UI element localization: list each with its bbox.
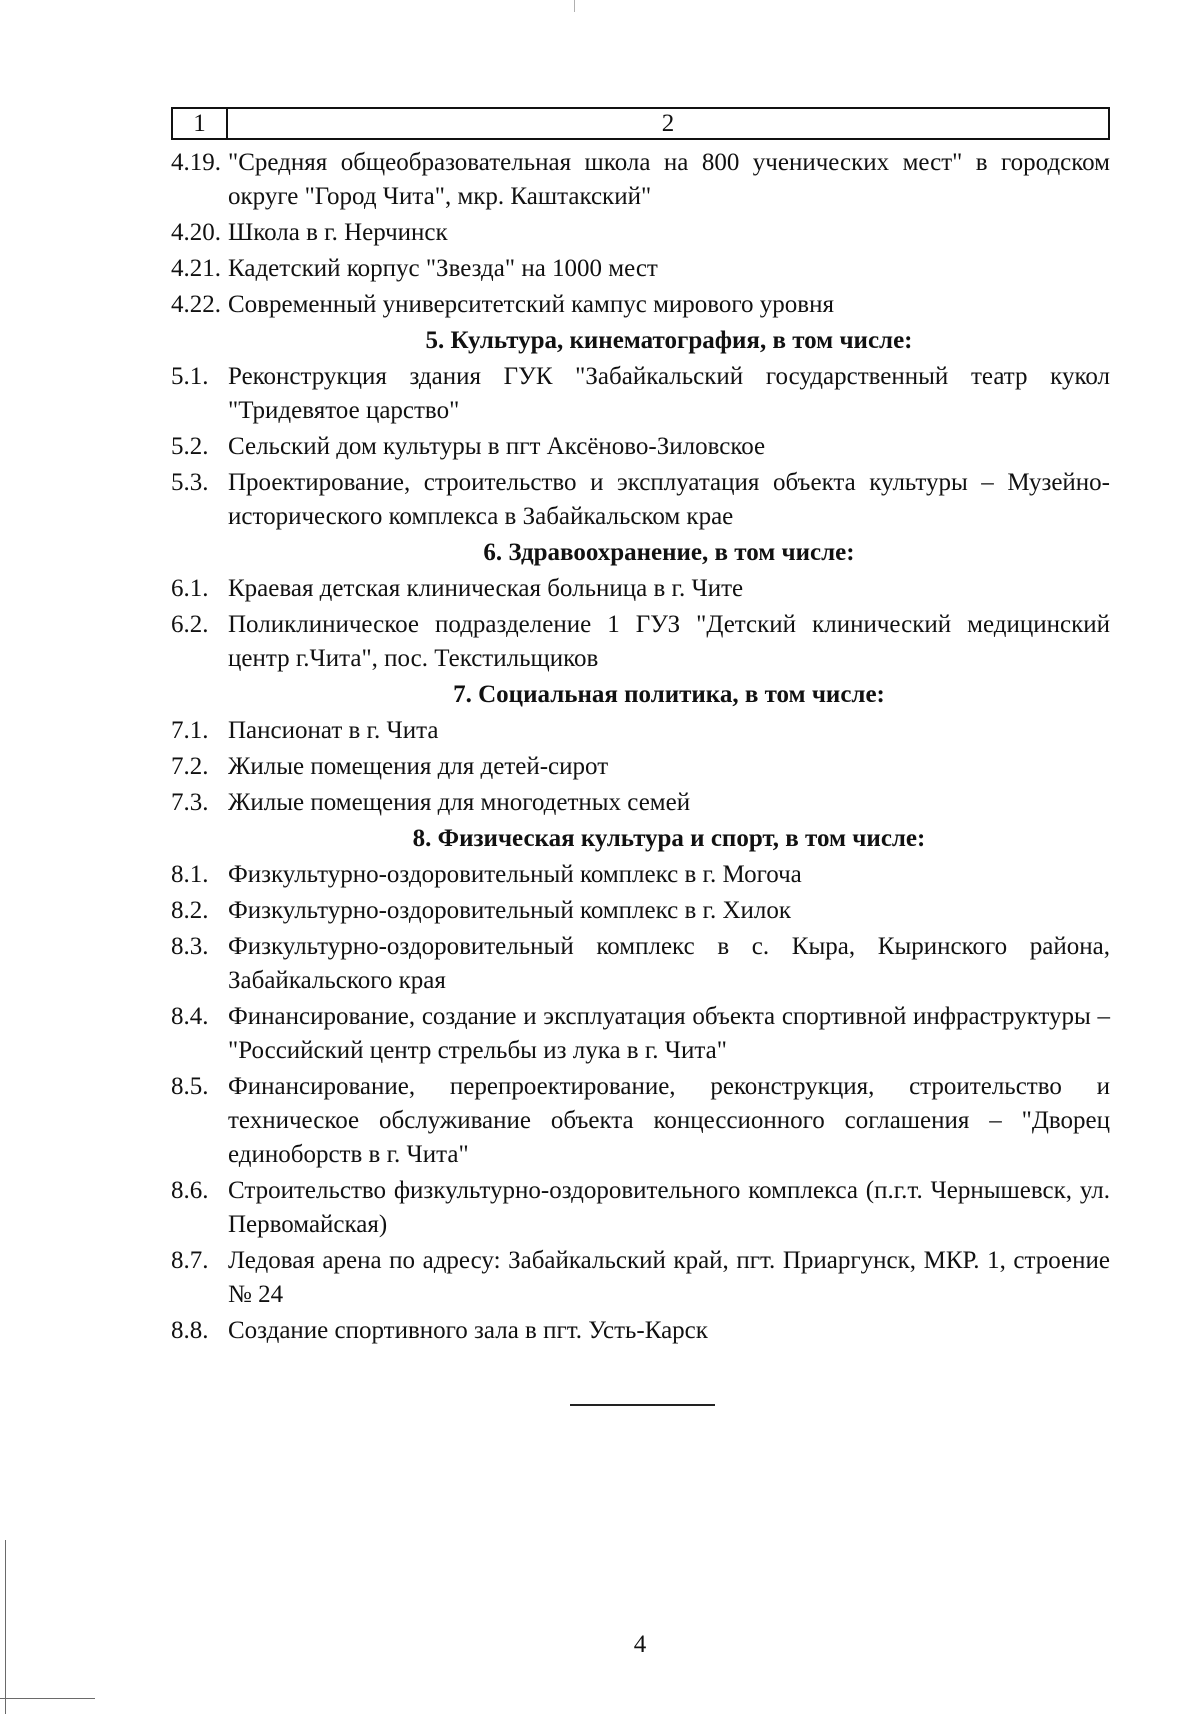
item-text: Финансирование, создание и эксплуатация объекта спортивной инфраструктуры – "Российский центр стрельбы из лука в г. Чита" xyxy=(228,1003,1110,1064)
scan-edge-line xyxy=(5,1540,6,1714)
list-item xyxy=(171,572,1110,606)
column-number-1: 1 xyxy=(173,109,228,138)
item-text: "Средняя общеобразовательная школа на 800 ученических мест" в городском округе "Город Чита", мкр. Каштакский" xyxy=(228,149,1110,210)
list-item xyxy=(171,786,1110,820)
list-item xyxy=(171,714,1110,748)
list-item xyxy=(171,1000,1110,1068)
item-number: 8.8. xyxy=(171,1317,209,1344)
list-item xyxy=(171,216,1110,250)
item-text: Физкультурно-оздоровительный комплекс в г. Хилок xyxy=(228,897,792,924)
item-text: Пансионат в г. Чита xyxy=(228,717,439,744)
item-number: 6.1. xyxy=(171,575,209,602)
item-number: 8.3. xyxy=(171,933,209,960)
list-item xyxy=(171,288,1110,322)
item-text: Школа в г. Нерчинск xyxy=(228,219,448,246)
item-text: Финансирование, перепроектирование, реконструкция, строительство и техническое обслуживание объекта концессионного соглашения – "Дворец единоборств в г. Чита" xyxy=(228,1073,1110,1168)
list-item xyxy=(171,466,1110,534)
list-item xyxy=(171,1244,1110,1312)
item-text: Поликлиническое подразделение 1 ГУЗ "Детский клинический медицинский центр г.Чита", пос. Текстильщиков xyxy=(228,611,1110,672)
item-number: 5.2. xyxy=(171,433,209,460)
list-item xyxy=(171,894,1110,928)
item-number: 8.4. xyxy=(171,1003,209,1030)
list-item xyxy=(171,930,1110,998)
item-text: Краевая детская клиническая больница в г. Чите xyxy=(228,575,744,602)
item-text: Создание спортивного зала в пгт. Усть-Карск xyxy=(228,1317,708,1344)
item-text: Ледовая арена по адресу: Забайкальский край, пгт. Приаргунск, МКР. 1, строение № 24 xyxy=(228,1247,1110,1308)
list-item xyxy=(171,858,1110,892)
section-heading: 6. Здравоохранение, в том числе: xyxy=(483,539,855,566)
item-text: Жилые помещения для многодетных семей xyxy=(228,789,691,816)
scan-mark xyxy=(574,0,575,12)
list-item xyxy=(171,750,1110,784)
table-header xyxy=(171,107,1110,140)
item-number: 7.1. xyxy=(171,717,209,744)
item-text: Кадетский корпус "Звезда" на 1000 мест xyxy=(228,255,658,282)
item-text: Жилые помещения для детей-сирот xyxy=(228,753,609,780)
item-number: 6.2. xyxy=(171,611,209,638)
list-item xyxy=(171,430,1110,464)
item-text: Реконструкция здания ГУК "Забайкальский государственный театр кукол "Тридевятое царство" xyxy=(228,363,1110,424)
item-number: 8.1. xyxy=(171,861,209,888)
item-number: 4.19. xyxy=(171,149,221,176)
item-number: 8.6. xyxy=(171,1177,209,1204)
item-number: 8.2. xyxy=(171,897,209,924)
list-item xyxy=(171,1314,1110,1348)
item-text: Современный университетский кампус мирового уровня xyxy=(228,291,834,318)
list-item xyxy=(171,146,1110,214)
list-item xyxy=(171,360,1110,428)
column-number-2: 2 xyxy=(661,110,675,137)
project-list xyxy=(171,146,1110,1350)
item-text: Строительство физкультурно-оздоровительного комплекса (п.г.т. Чернышевск, ул. Первомайская) xyxy=(228,1177,1110,1238)
list-item xyxy=(171,1070,1110,1172)
list-item xyxy=(171,1174,1110,1242)
item-text: Физкультурно-оздоровительный комплекс в г. Могоча xyxy=(228,861,802,888)
section-heading: 5. Культура, кинематография, в том числе: xyxy=(425,327,913,354)
section-heading: 8. Физическая культура и спорт, в том числе: xyxy=(412,825,926,852)
item-number: 8.7. xyxy=(171,1247,209,1274)
item-text: Физкультурно-оздоровительный комплекс в с. Кыра, Кыринского района, Забайкальского края xyxy=(228,933,1110,994)
item-number: 7.3. xyxy=(171,789,209,816)
item-number: 8.5. xyxy=(171,1073,209,1100)
item-number: 5.1. xyxy=(171,363,209,390)
page-number: 4 xyxy=(633,1631,647,1658)
item-number: 7.2. xyxy=(171,753,209,780)
section-heading: 7. Социальная политика, в том числе: xyxy=(453,681,885,708)
item-number: 5.3. xyxy=(171,469,209,496)
item-number: 4.21. xyxy=(171,255,221,282)
item-number: 4.20. xyxy=(171,219,221,246)
list-item xyxy=(171,608,1110,676)
list-item xyxy=(171,252,1110,286)
item-number: 4.22. xyxy=(171,291,221,318)
item-text: Проектирование, строительство и эксплуатация объекта культуры – Музейно-исторического комплекса в Забайкальском крае xyxy=(228,469,1110,530)
scan-edge-line xyxy=(0,1698,95,1699)
end-divider xyxy=(570,1404,715,1406)
item-text: Сельский дом культуры в пгт Аксёново-Зиловское xyxy=(228,433,766,460)
